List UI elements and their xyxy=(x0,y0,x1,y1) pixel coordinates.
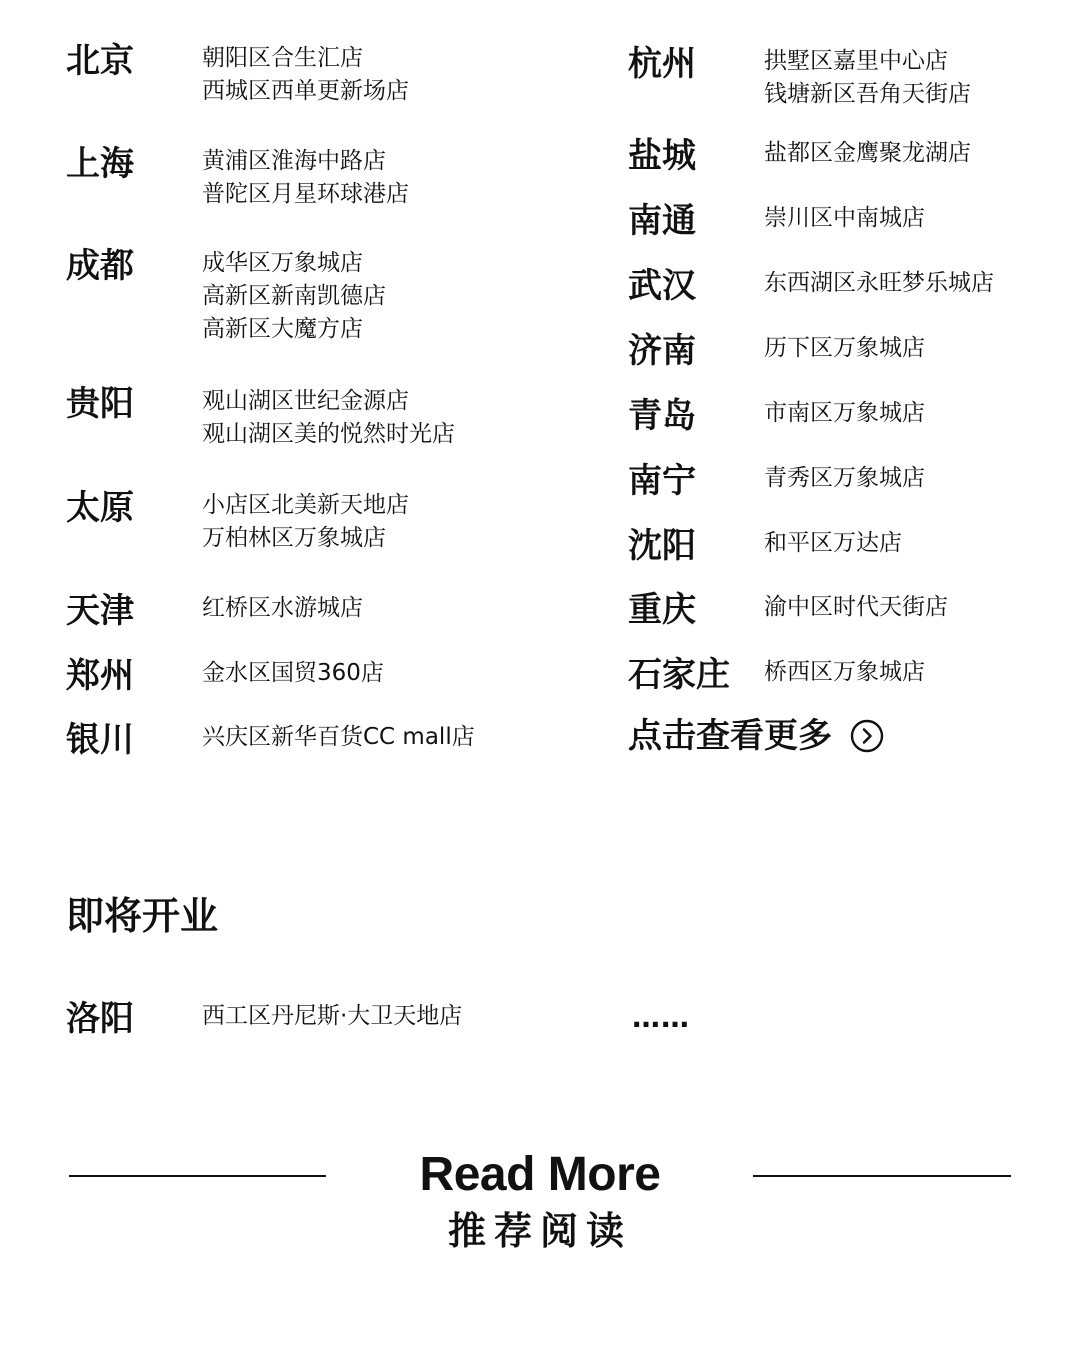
store-name: 和平区万达店 xyxy=(764,530,902,556)
store-name: 高新区新南凯德店 xyxy=(202,283,386,309)
store-list xyxy=(202,42,409,108)
store-name: 桥西区万象城店 xyxy=(764,659,925,685)
store-name: 市南区万象城店 xyxy=(764,400,925,426)
city-name: 杭州 xyxy=(628,44,696,84)
city-name: 北京 xyxy=(66,41,134,81)
city-name: 郑州 xyxy=(66,656,134,696)
store-name: 金水区国贸360店 xyxy=(202,660,384,686)
store-name: 西工区丹尼斯·大卫天地店 xyxy=(202,1003,463,1029)
city-name: 上海 xyxy=(66,144,134,184)
store-name: 兴庆区新华百货CC mall店 xyxy=(202,724,475,750)
store-name: 拱墅区嘉里中心店 xyxy=(764,48,948,74)
view-more-label: 点击查看更多 xyxy=(628,716,832,756)
store-name: 观山湖区美的悦然时光店 xyxy=(202,421,455,447)
store-list xyxy=(764,462,925,495)
store-list xyxy=(764,137,971,170)
view-more-link[interactable] xyxy=(628,714,884,758)
store-list xyxy=(202,145,409,211)
store-name: 青秀区万象城店 xyxy=(764,465,925,491)
store-name: 渝中区时代天街店 xyxy=(764,594,948,620)
store-name: 盐都区金鹰聚龙湖店 xyxy=(764,140,971,166)
city-name: 太原 xyxy=(66,488,134,528)
store-name: 东西湖区永旺梦乐城店 xyxy=(764,270,994,296)
store-name: 观山湖区世纪金源店 xyxy=(202,388,409,414)
store-name: 朝阳区合生汇店 xyxy=(202,45,363,71)
store-list xyxy=(202,247,386,346)
store-list xyxy=(202,489,409,555)
city-name: 贵阳 xyxy=(66,384,134,424)
store-name: 万柏林区万象城店 xyxy=(202,525,386,551)
store-list xyxy=(764,267,994,300)
recommended-reading-heading: 推荐阅读 xyxy=(447,1209,632,1253)
store-list xyxy=(764,397,925,430)
store-list xyxy=(202,385,455,451)
city-name: 成都 xyxy=(66,246,134,286)
city-name: 银川 xyxy=(66,720,134,760)
store-list xyxy=(764,591,948,624)
store-name: 成华区万象城店 xyxy=(202,250,363,276)
city-name: 沈阳 xyxy=(628,526,696,566)
store-name: 崇川区中南城店 xyxy=(764,205,925,231)
store-name: 小店区北美新天地店 xyxy=(202,492,409,518)
store-name: 红桥区水游城店 xyxy=(202,595,363,621)
store-name: 历下区万象城店 xyxy=(764,335,925,361)
city-name: 石家庄 xyxy=(628,655,730,695)
city-name: 洛阳 xyxy=(66,999,134,1039)
store-name: 钱塘新区吾角天街店 xyxy=(764,81,971,107)
store-list xyxy=(202,1000,462,1033)
coming-soon-heading: 即将开业 xyxy=(66,894,219,938)
store-name: 黄浦区淮海中路店 xyxy=(202,148,386,174)
city-name: 济南 xyxy=(628,331,696,371)
city-name: 青岛 xyxy=(628,396,696,436)
store-list xyxy=(202,721,475,754)
store-name: 西城区西单更新场店 xyxy=(202,78,409,104)
city-name: 盐城 xyxy=(628,136,696,176)
store-list xyxy=(764,656,925,689)
city-name: 天津 xyxy=(66,591,134,631)
city-name: 武汉 xyxy=(628,266,696,306)
store-list xyxy=(764,45,971,111)
store-list xyxy=(202,657,384,690)
city-name: 重庆 xyxy=(628,590,696,630)
store-list xyxy=(764,527,902,560)
more-ellipsis: …… xyxy=(632,1001,690,1034)
store-list xyxy=(764,202,925,235)
read-more-heading: Read More xyxy=(419,1148,661,1201)
city-name: 南宁 xyxy=(628,461,696,501)
store-list xyxy=(202,592,363,625)
store-name: 普陀区月星环球港店 xyxy=(202,181,409,207)
store-name: 高新区大魔方店 xyxy=(202,316,363,342)
store-list xyxy=(764,332,925,365)
city-name: 南通 xyxy=(628,201,696,241)
circle-chevron-right-icon[interactable] xyxy=(850,719,884,753)
